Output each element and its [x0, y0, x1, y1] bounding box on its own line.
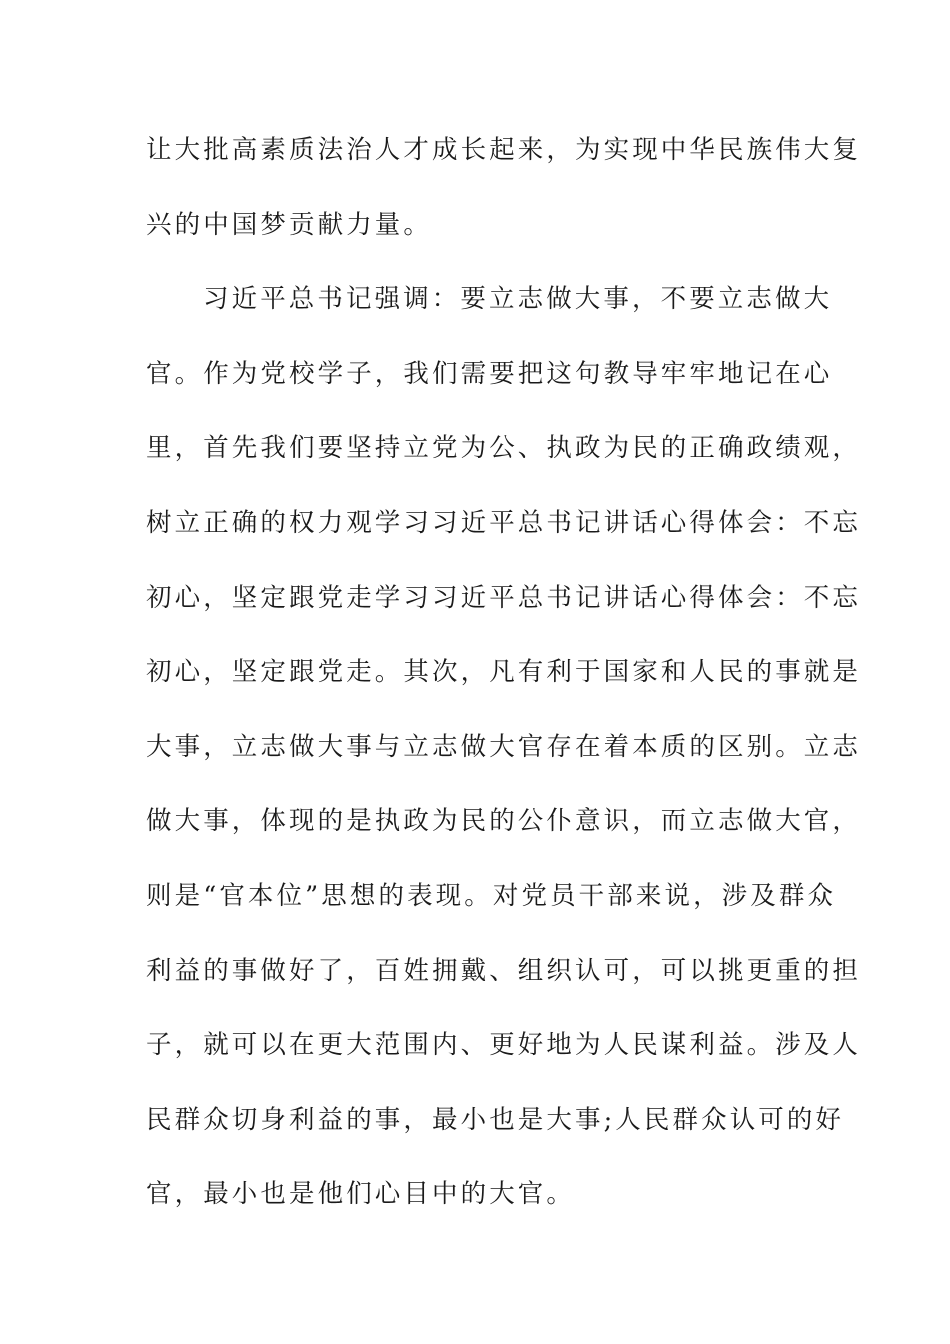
- text-line: 子，就可以在更大范围内、更好地为人民谋利益。涉及人: [146, 1030, 862, 1061]
- text-line: 树立正确的权力观学习习近平总书记讲话心得体会：不忘: [146, 507, 862, 538]
- text-line: 民群众切身利益的事，最小也是大事;人民群众认可的好: [146, 1104, 845, 1135]
- text-line: 做大事，体现的是执政为民的公仆意识，而立志做大官，: [146, 806, 862, 837]
- text-line: 初心，坚定跟党走学习习近平总书记讲话心得体会：不忘: [146, 582, 862, 613]
- text-line: 初心，坚定跟党走。其次，凡有利于国家和人民的事就是: [146, 657, 862, 688]
- text-line: 则是“官本位”思想的表现。对党员干部来说，涉及群众: [146, 880, 837, 911]
- text-line: 官。作为党校学子，我们需要把这句教导牢牢地记在心: [146, 358, 833, 389]
- text-line: 官，最小也是他们心目中的大官。: [146, 1179, 576, 1210]
- text-line: 大事，立志做大事与立志做大官存在着本质的区别。立志: [146, 731, 862, 762]
- text-line: 里，首先我们要坚持立党为公、执政为民的正确政绩观，: [146, 433, 862, 464]
- text-line: 利益的事做好了，百姓拥戴、组织认可，可以挑更重的担: [146, 955, 862, 986]
- body-text: [146, 133, 862, 1252]
- text-line: 让大批高素质法治人才成长起来，为实现中华民族伟大复: [146, 135, 862, 165]
- paragraph-start-line: 习近平总书记强调：要立志做大事，不要立志做大: [203, 284, 833, 315]
- text-line: 兴的中国梦贡献力量。: [146, 209, 433, 240]
